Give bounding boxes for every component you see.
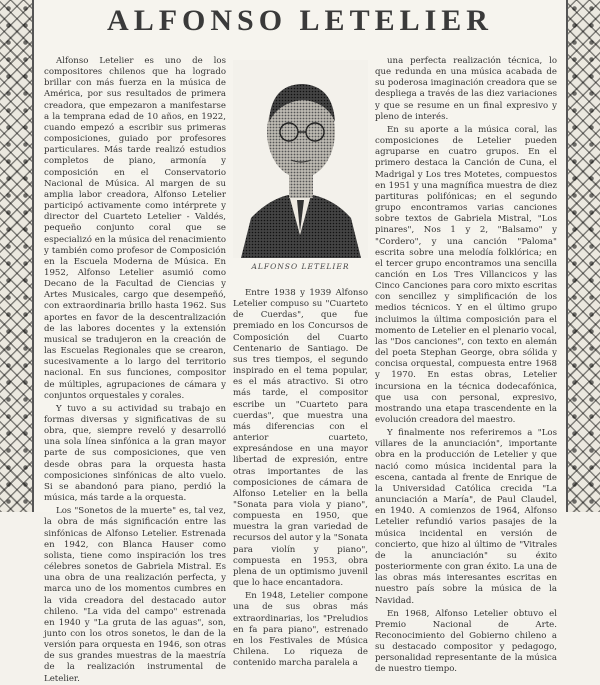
paragraph: Y finalmente nos referiremos a "Los villares de la anunciación", importante obra en la producción de Letelier y que nació como música incidental para la escena, cantada al frente de Enrique de la Universidad Católica crecida "La anunciación a María", de Paul Claudel, en 1940. A comienzos de 1964, Alfonso Letelier refundió varios pasajes de la música incidental en versión de concierto, que hizo al último de "Vitrales de la anunciación" su éxito posteriormente con gran éxito. La una de las obras más interesantes escritas en nuestro país sobre la música de la Navidad. [375, 428, 557, 606]
right-column [375, 56, 557, 675]
paragraph: Alfonso Letelier es uno de los compositores chilenos que ha logrado brillar con más fuerza en la música de América, por sus resultados de primera creadora, que empezaron a manifestarse a la temprana edad de 10 años, en 1922, cuando empezó a escribir sus primeras composiciones, guiado por profesores particulares. Más tarde realizó estudios completos de piano, armonía y composición en el Conservatorio Nacional de Música. Al margen de su amplia labor creadora, Alfonso Letelier participó activamente como intérprete y director del Cuarteto Letelier - Valdés, pequeño conjunto coral que se especializó en la música del renacimiento y también como profesor de Composición en la Escuela Moderna de Música. En 1952, Alfonso Letelier asumió como Decano de la Facultad de Ciencias y Artes Musicales, cargo que desempeñó, con extraordinaria brillo hasta 1962. Sus aportes en favor de la descentralización de las labores docentes y la extensión musical se tradujeron en la creación de las Escuelas Regionales que se crearon, sucesivamente a lo largo del territorio nacional. En sus funciones, compositor de múltiples, agrupaciones de cámara y conjuntos orquestales y corales. [44, 56, 226, 401]
left-column [44, 56, 226, 684]
paragraph: En su aporte a la música coral, las composiciones de Letelier pueden agruparse en cuatro grupos. En el primero destaca la Canción de Cuna, el Madrigal y Los tres Motetes, compuestos en 1951 y una magnífica muestra de diez partituras polifónicas; en el segundo grupo encontramos varias canciones sobre textos de Gabriela Mistral, "Los pinares", Nos 1 y 2, "Balsamo" y "Cordero", y una canción "Paloma" escrita sobre una melodía folklórica; en el tercer grupo encontramos una sencilla canción en Los Tres Villancicos y las Cinco Canciones para coro mixto escritas con sencillez y simplificación de los medios técnicos. Y en el último grupo incluimos la última composición para el momento de Letelier en el plenario vocal, las "Dos canciones", con texto en alemán del poeta Stephan George, obra sólida y concisa orquestal, compuesta entre 1968 y 1970. En estas obras, Letelier incursiona en la técnica dodecafónica, que usa con personal, expresivo, mostrando una etapa trascendente en la evolución creadora del maestro. [375, 124, 557, 425]
paragraph: En 1968, Alfonso Letelier obtuvo el Premio Nacional de Arte. Reconocimiento del Gobierno chileno a su destacado compositor y pedagogo, personalidad representante de la música de nuestro tiempo. [375, 608, 557, 675]
paragraph: Los "Sonetos de la muerte" es, tal vez, la obra de más significación entre las sinfónicas de Alfonso Letelier. Estrenada en 1942, con Blanca Hauser como solista, tiene como inspiración los tres célebres sonetos de Gabriela Mistral. Es una obra de una realización perfecta, y marca uno de los momentos cumbres en la vida creadora del destacado autor chileno. "La vida del campo" estrenada en 1940 y "La gruta de las aguas", son, junto con los otros sonetos, le dan de la versión para orquesta en 1946, son otras de sus grandes muestras de la maestría de la realización instrumental de Letelier. [44, 506, 226, 684]
paragraph: Y tuvo a su actividad su trabajo en formas diversas y significativas de su obra, que, siempre reveló y desarrolló una sola línea sinfónica a la gran mayor parte de sus composiciones, que ven desde obras para la orquesta hasta composiciones sinfónicas de alto vuelo. Si se abandonó para piano, perdió la música, más tarde a la orquesta. [44, 403, 226, 504]
paragraph: Entre 1938 y 1939 Alfonso Letelier compuso su "Cuarteto de Cuerdas", que fue premiado en los Concursos de Composición del Cuarto Centenario de Santiago. De sus tres tiempos, el segundo inspirado en el tema popular, es el más atractivo. Si otro más tarde, el compositor escribe un "Cuarteto para cuerdas", que muestra una más diferencias con el anterior cuarteto, expresándose en una mayor libertad de expresión, entre otras importantes de las composiciones de cámara de Alfonso Letelier en la bella "Sonata para viola y piano", compuesta en 1950, que muestra la gran variedad de recursos del autor y la "Sonata para violín y piano", compuesta en 1953, obra plena de un optimismo juvenil que lo hace encantadora. [233, 288, 369, 589]
paragraph: En 1948, Letelier compone una de sus obras más extraordinarias, los "Preludios en fa para piano", estrenado en los Festivales de Música Chilena. Lo riqueza de contenido marcha paralela a [233, 591, 368, 669]
paragraph: una perfecta realización técnica, lo que redunda en una música acabada de su poderosa imaginación creadora que se despliega a través de las diez variaciones y que se resume en un final expresivo y pleno de interés. [375, 56, 557, 122]
left-ornamental-border [0, 0, 34, 512]
portrait-caption: ALFONSO LETELIER [251, 262, 350, 271]
right-ornamental-border [566, 0, 600, 512]
portrait-image [233, 60, 368, 258]
article-title: ALFONSO LETELIER [107, 4, 493, 37]
middle-column [233, 288, 369, 669]
